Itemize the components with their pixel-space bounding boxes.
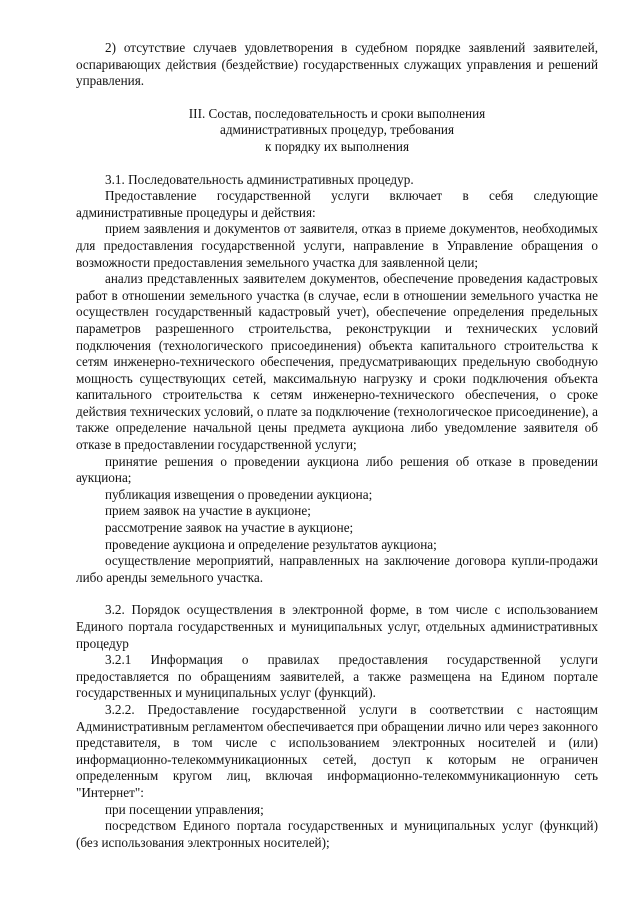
intro-paragraph: 2) отсутствие случаев удовлетворения в судебном порядке заявлений заявителей, оспаривающих действия (бездействие) государственных служащих управления и решений управления. — [76, 40, 598, 89]
section-3-2-title: 3.2. Порядок осуществления в электронной форме, в том числе с использованием Единого портала государственных и муниципальных услуг, отдельных административных процедур — [76, 602, 598, 651]
section-3-1-lead: Предоставление государственной услуги включает в себя следующие административные процедуры и действия: — [76, 188, 598, 220]
section-3-2-2-paragraph: 3.2.2. Предоставление государственной услуги в соответствии с настоящим Административным регламентом обеспечивается при обращении лично или через законного представителя, в том числе с использованием электронных носителей и (или) информационно-телекоммуникационных сетей, доступ к которым не ограничен определенным кругом лиц, включая информационно-телекоммуникационную сеть "Интернет": — [76, 701, 598, 800]
procedure-item: проведение аукциона и определение результатов аукциона; — [105, 536, 437, 552]
procedure-item: прием заявления и документов от заявителя, отказ в приеме документов, необходимых для предоставления государственной услуги, направление в Управление обращения о возможности предоставления земельного участка для заявленной цели; — [76, 221, 598, 270]
section-heading — [76, 106, 598, 156]
procedure-item: осуществление мероприятий, направленных на заключение договора купли-продажи либо аренды земельного участка. — [76, 553, 598, 585]
procedure-item: прием заявок на участие в аукционе; — [105, 503, 311, 519]
document-page — [76, 40, 598, 851]
section-heading-line: административных процедур, требования — [219, 122, 455, 138]
procedure-item: публикация извещения о проведении аукциона; — [105, 486, 373, 502]
procedure-item: принятие решения о проведении аукциона либо решения об отказе в проведении аукциона; — [76, 453, 598, 486]
section-3-1-title: 3.1. Последовательность административных процедур. — [105, 171, 414, 187]
access-method-item: посредством Единого портала государственных и муниципальных услуг (функций) (без использования электронных носителей); — [76, 818, 598, 850]
access-method-item: при посещении управления; — [105, 801, 264, 817]
section-3-2-1-paragraph: 3.2.1 Информация о правилах предоставления государственной услуги предоставляется по обращениям заявителей, а также размещена на Едином портале государственных и муниципальных услуг (функций). — [76, 652, 598, 701]
procedure-item: анализ представленных заявителем документов, обеспечение проведения кадастровых работ в отношении земельного участка (в случае, если в отношении земельного участка не осуществлен государственный кадастровый учет), обеспечение определения предельных параметров разрешенного строительства, реконструкции и технических условий подключения (технологического присоединения) объекта капитального строительства к сетям инженерно-технического обеспечения, предусматривающих предельную свободную мощность существующих сетей, максимальную нагрузку и сроки подключения объекта капитального строительства к сетям инженерно-технического обеспечения, о сроке действия технических условий, о плате за подключение (технологическое присоединение), а также определение начальной цены предмета аукциона либо уведомление заявителя об отказе в предоставлении государственной услуги; — [76, 271, 598, 453]
section-heading-line: к порядку их выполнения — [264, 138, 410, 154]
section-heading-line: III. Состав, последовательность и сроки выполнения — [188, 105, 486, 121]
procedure-item: рассмотрение заявок на участие в аукционе; — [105, 520, 354, 536]
